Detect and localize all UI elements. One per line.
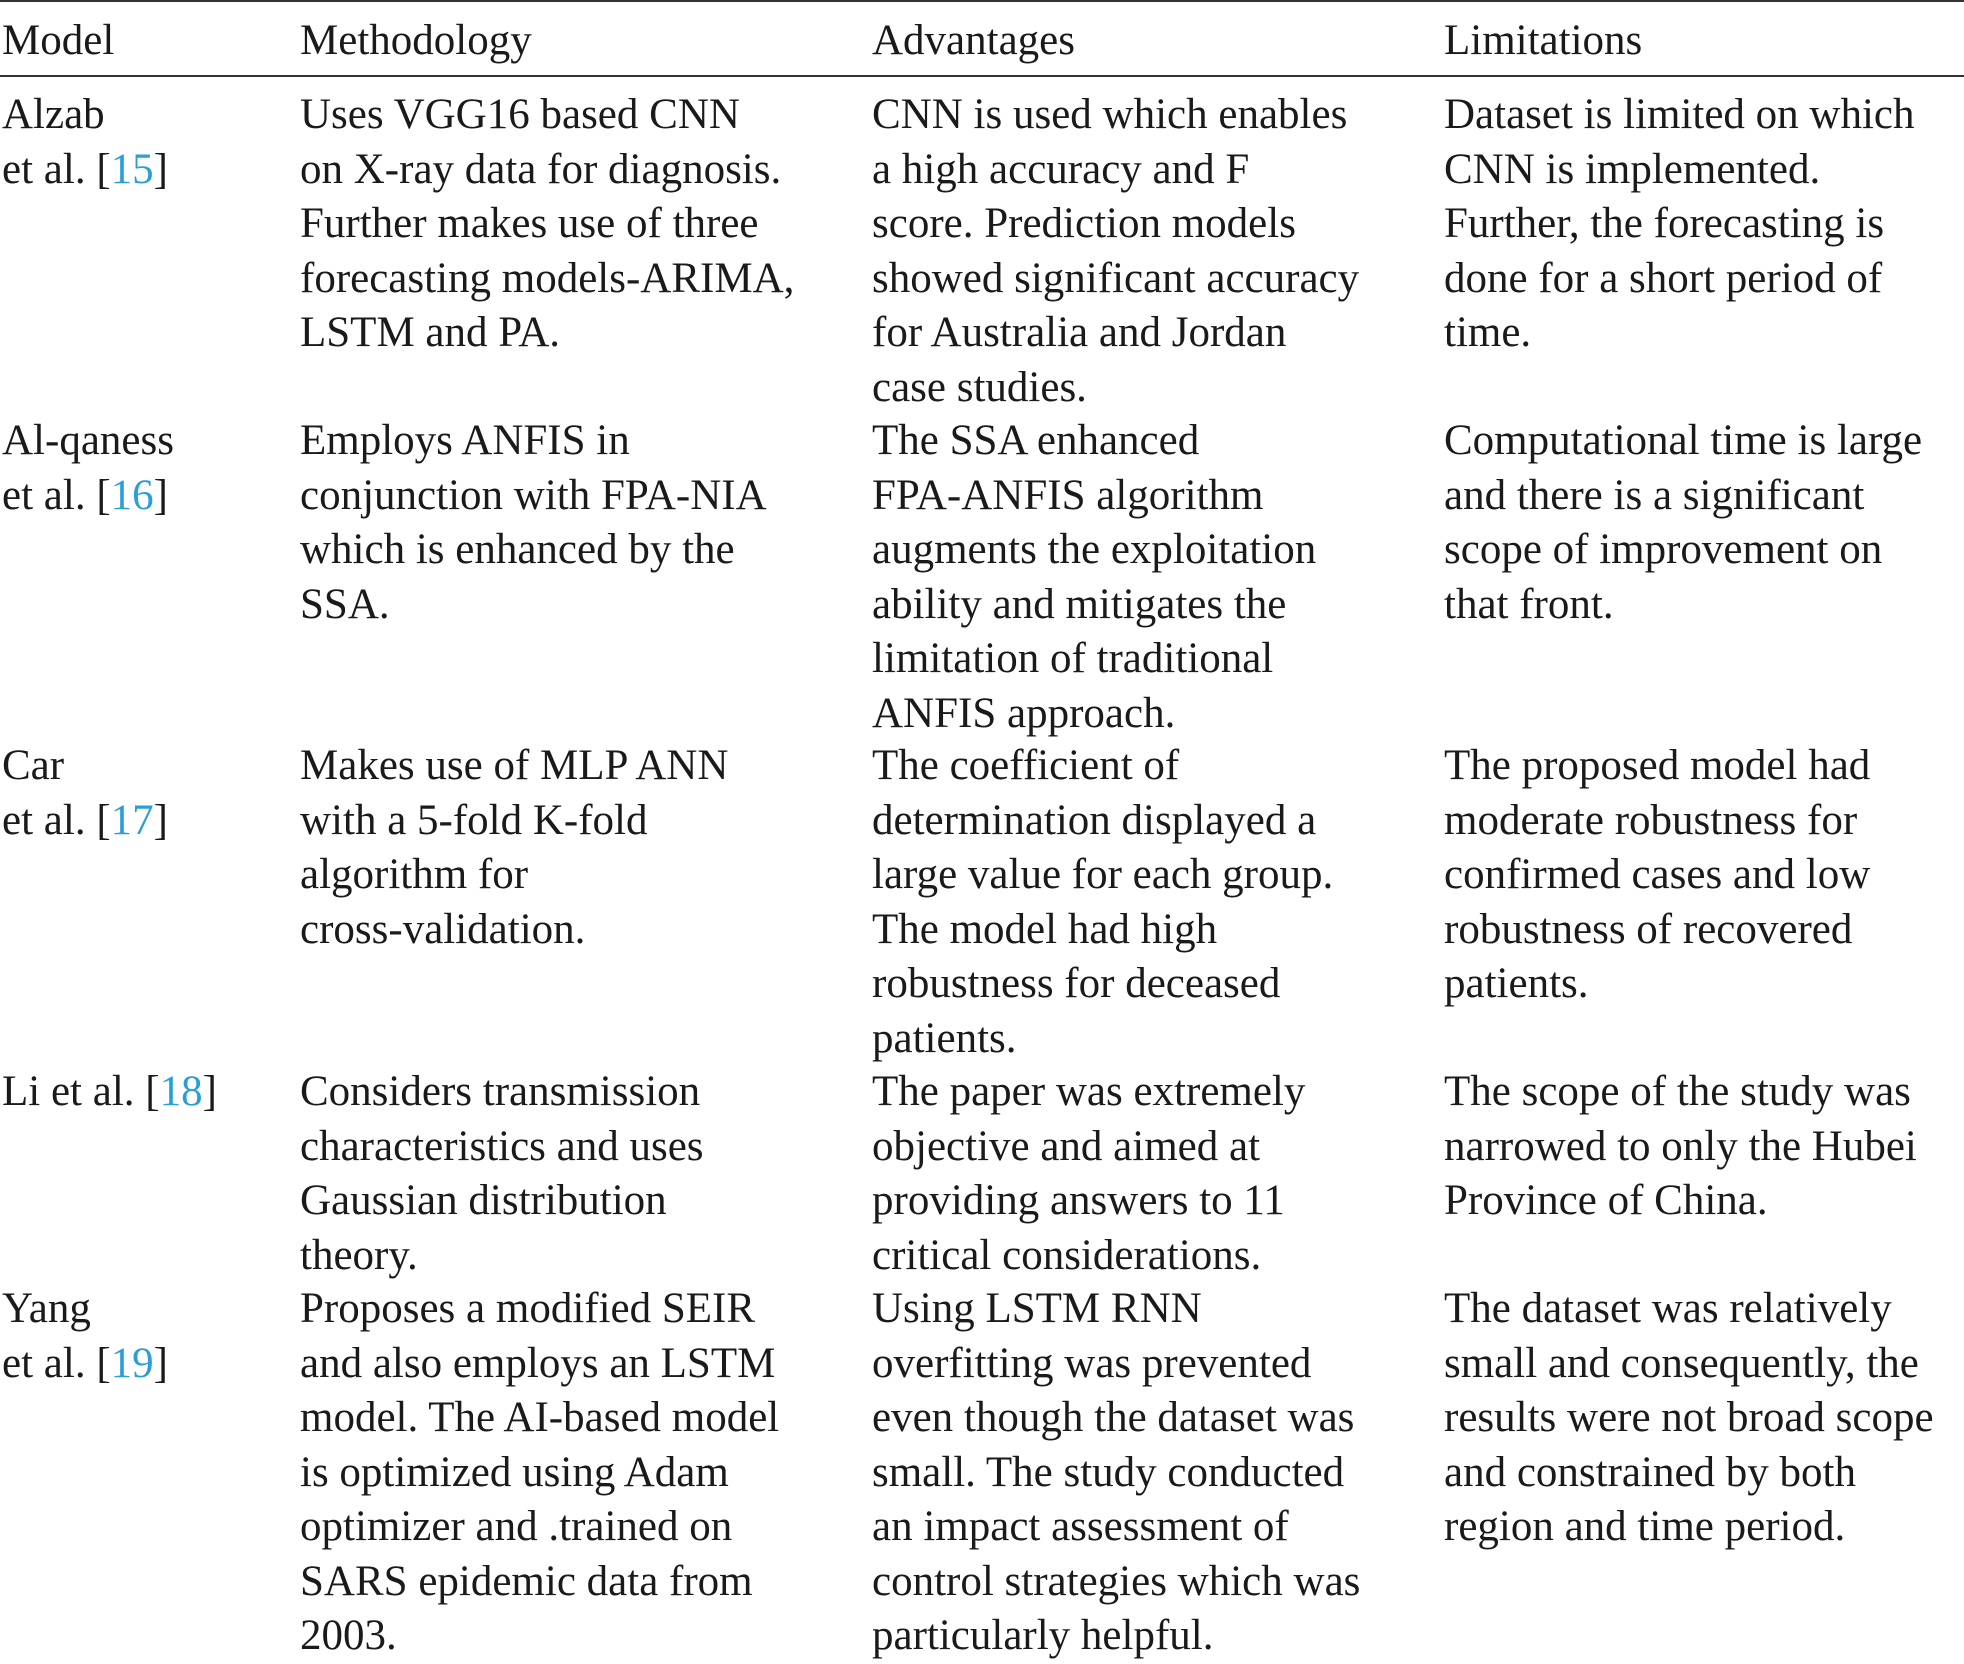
citation-bracket: ] — [202, 1068, 217, 1115]
cell-line: CNN is used which enables — [872, 91, 1348, 138]
citation-link[interactable]: 17 — [110, 796, 154, 844]
cell-line: large value for each group. — [872, 851, 1334, 898]
cell-line: an impact assessment of — [872, 1503, 1289, 1550]
methodology-cell — [300, 414, 767, 632]
advantages-cell — [872, 1065, 1305, 1283]
advantages-cell — [872, 88, 1359, 415]
cell-line — [2, 469, 174, 524]
cell-line: Using LSTM RNN — [872, 1285, 1202, 1332]
cell-line: showed significant accuracy — [872, 254, 1360, 302]
cell-line: for Australia and Jordan — [872, 309, 1287, 356]
cell-line: overfitting was prevented — [872, 1339, 1312, 1387]
cell-line: theory. — [300, 1231, 418, 1279]
methodology-cell — [300, 88, 794, 361]
model-text: et al. [ — [2, 796, 111, 844]
cell-line: Dataset is limited on which — [1444, 91, 1915, 138]
cell-line: augments the exploitation — [872, 526, 1317, 573]
cell-line: SSA. — [300, 580, 390, 628]
cell-line: The model had high — [872, 905, 1218, 953]
cell-line: scope of improvement on — [1444, 526, 1883, 573]
cell-line: Alzab — [2, 91, 105, 138]
cell-line: region and time period. — [1444, 1503, 1846, 1550]
citation-bracket: ] — [153, 145, 168, 193]
limitations-cell — [1444, 1065, 1917, 1229]
cell-line: is optimized using Adam — [300, 1448, 729, 1496]
cell-line: results were not broad scope — [1444, 1394, 1934, 1441]
cell-line: which is enhanced by the — [300, 526, 735, 573]
header-advantages: Advantages — [872, 17, 1075, 64]
limitations-cell — [1444, 88, 1915, 361]
cell-line: with a 5-fold K-fold — [300, 796, 648, 844]
cell-line: The scope of the study was — [1444, 1068, 1911, 1115]
cell-line: ANFIS approach. — [872, 689, 1176, 737]
cell-line: patients. — [872, 1014, 1017, 1062]
cell-line: CNN is implemented. — [1444, 145, 1821, 193]
header-methodology: Methodology — [300, 17, 532, 64]
cell-line: The paper was extremely — [872, 1068, 1306, 1115]
cell-line: Gaussian distribution — [300, 1177, 667, 1224]
model-text: et al. [ — [2, 471, 111, 519]
cell-line: control strategies which was — [872, 1557, 1361, 1605]
citation-bracket: ] — [153, 1339, 168, 1387]
limitations-cell — [1444, 1282, 1934, 1555]
cell-line: and also employs an LSTM — [300, 1339, 776, 1387]
cell-line: cross-validation. — [300, 905, 586, 953]
cell-line: The coefficient of — [872, 742, 1180, 789]
cell-line: The SSA enhanced — [872, 417, 1200, 464]
citation-bracket: ] — [153, 471, 168, 519]
model-text: et al. [ — [2, 145, 111, 193]
cell-line: optimizer and .trained on — [300, 1503, 733, 1550]
cell-line: forecasting models-ARIMA, — [300, 254, 795, 302]
model-text: et al. [ — [2, 1339, 111, 1387]
cell-line: limitation of traditional — [872, 635, 1274, 682]
citation-link[interactable]: 18 — [159, 1068, 203, 1115]
model-cell — [2, 1065, 217, 1120]
cell-line: done for a short period of — [1444, 254, 1883, 302]
cell-line: Considers transmission — [300, 1068, 701, 1115]
model-text: Li et al. [ — [2, 1068, 160, 1115]
cell-line: characteristics and uses — [300, 1122, 704, 1170]
table-header — [0, 8, 1964, 68]
cell-line: and there is a significant — [1444, 471, 1865, 519]
cell-line: Further, the forecasting is — [1444, 200, 1885, 247]
cell-line: Makes use of MLP ANN — [300, 742, 729, 789]
model-cell — [2, 739, 168, 848]
methodology-cell — [300, 739, 728, 957]
citation-bracket: ] — [153, 796, 168, 844]
cell-line: Car — [2, 742, 65, 789]
model-cell — [2, 88, 168, 197]
cell-line: FPA-ANFIS algorithm — [872, 471, 1264, 519]
cell-line: The proposed model had — [1444, 742, 1871, 789]
cell-line: model. The AI-based model — [300, 1394, 780, 1441]
cell-line: 2003. — [300, 1612, 397, 1659]
cell-line: algorithm for — [300, 851, 529, 898]
citation-link[interactable]: 15 — [110, 145, 154, 193]
methodology-cell — [300, 1065, 704, 1283]
advantages-cell — [872, 739, 1333, 1066]
citation-link[interactable]: 16 — [110, 471, 154, 519]
cell-line — [2, 143, 168, 198]
cell-line: small. The study conducted — [872, 1448, 1345, 1496]
cell-line: The dataset was relatively — [1444, 1285, 1892, 1332]
cell-line: score. Prediction models — [872, 200, 1296, 247]
header-limitations: Limitations — [1444, 17, 1643, 64]
cell-line: Further makes use of three — [300, 200, 759, 247]
cell-line: even though the dataset was — [872, 1394, 1355, 1441]
citation-link[interactable]: 19 — [110, 1339, 154, 1387]
cell-line: time. — [1444, 309, 1532, 356]
cell-line: conjunction with FPA-NIA — [300, 471, 767, 519]
cell-line: on X-ray data for diagnosis. — [300, 145, 782, 193]
header-rule — [0, 75, 1964, 77]
cell-line: small and consequently, the — [1444, 1339, 1919, 1387]
cell-line — [2, 794, 168, 849]
cell-line: Proposes a modified SEIR — [300, 1285, 756, 1332]
cell-line: Computational time is large — [1444, 417, 1923, 464]
cell-line: objective and aimed at — [872, 1122, 1261, 1170]
cell-line: Province of China. — [1444, 1177, 1768, 1224]
cell-line: Yang — [2, 1285, 91, 1332]
cell-line: ability and mitigates the — [872, 580, 1287, 628]
cell-line: robustness of recovered — [1444, 905, 1853, 953]
advantages-cell — [872, 1282, 1360, 1664]
limitations-cell — [1444, 414, 1922, 632]
table-top-rule — [0, 0, 1964, 2]
header-model: Model — [2, 17, 115, 64]
cell-line: critical considerations. — [872, 1231, 1262, 1279]
advantages-cell — [872, 414, 1316, 741]
cell-line: narrowed to only the Hubei — [1444, 1122, 1917, 1170]
cell-line: determination displayed a — [872, 796, 1317, 844]
cell-line: providing answers to 11 — [872, 1177, 1285, 1224]
cell-line — [2, 1337, 168, 1392]
cell-line: patients. — [1444, 960, 1589, 1007]
methodology-cell — [300, 1282, 779, 1664]
cell-line: Al-qaness — [2, 417, 174, 464]
model-cell — [2, 414, 174, 523]
cell-line — [2, 1065, 217, 1120]
cell-line: particularly helpful. — [872, 1612, 1214, 1659]
cell-line: Uses VGG16 based CNN — [300, 91, 740, 138]
cell-line: robustness for deceased — [872, 960, 1281, 1007]
cell-line: and constrained by both — [1444, 1448, 1856, 1496]
cell-line: LSTM and PA. — [300, 309, 561, 356]
model-cell — [2, 1282, 168, 1391]
cell-line: confirmed cases and low — [1444, 851, 1871, 898]
cell-line: SARS epidemic data from — [300, 1557, 753, 1605]
limitations-cell — [1444, 739, 1870, 1012]
cell-line: Employs ANFIS in — [300, 417, 630, 464]
cell-line: moderate robustness for — [1444, 796, 1858, 844]
cell-line: a high accuracy and F — [872, 145, 1250, 193]
cell-line: that front. — [1444, 580, 1614, 628]
cell-line: case studies. — [872, 363, 1087, 411]
